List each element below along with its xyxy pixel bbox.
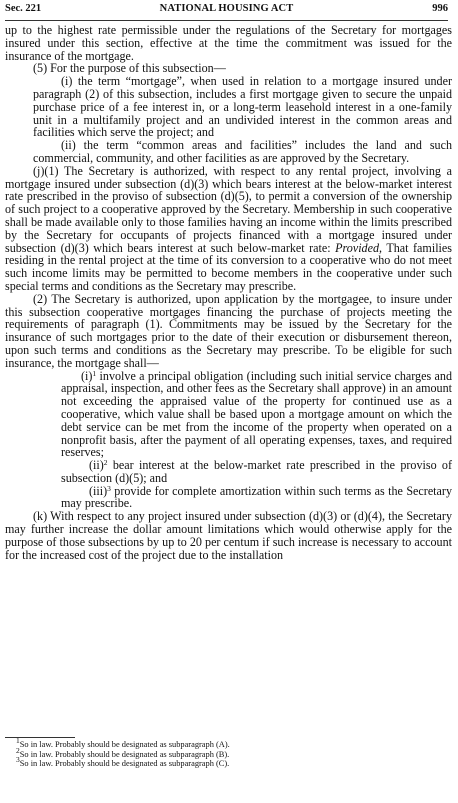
- footnote: [16, 736, 446, 750]
- footnote-mark: 3: [16, 755, 20, 765]
- paragraph-j1-text: (j)(1) The Secretary is authorized, with respect to any rental project, involving a mortgage insured under subsection (d)(3) which bears interest at the below-market interest rate prescribed in the proviso of subsection (d)(5), to permit a conversion of the ownership of such project to a cooperative approved by the Secretary. Membership in such cooperative shall be made available only to those families having an income within the limits prescribed by the Secretary for occupants of projects financed with a mortgage insured under subsection (d)(3) which bears interest at such below-market rate:: [5, 163, 452, 255]
- header-rule: [5, 20, 448, 21]
- clause-label: (i): [81, 368, 93, 383]
- footnotes: [16, 736, 446, 769]
- paragraph-5-i: (i) the term “mortgage”, when used in relation to a mortgage insured under paragraph (2) of this subsection, includes a first mortgage given to secure the unpaid purchase price of a fee interest in, or a long-term leasehold interest in a one-family unit in a multifamily project and an undivided interest in the common areas and facilities which serve the project; and: [33, 74, 452, 140]
- paragraph-j2: (2) The Secretary is authorized, upon application by the mortgagee, to insure under this subsection cooperative mortgages financing the purchase of projects meeting the requirements of paragraph (1). Commitments may be issued by the Secretary for the insurance of such mortgages prior to the date of their execution or disbursement thereon, upon such terms and conditions as the Secretary may prescribe. To be eligible for such insurance, the mortgage shall—: [5, 291, 452, 370]
- paragraph-continued: up to the highest rate permissible under the regulations of the Secretary for mortgages insured under this section, effective at the time the commitment was issued for the insurance of the mortgage.: [5, 23, 452, 63]
- paragraph-j1: [5, 165, 452, 293]
- footnote-ref: 2: [103, 458, 108, 468]
- paragraph-j1-text-end: That families residing in the rental project at the time of its conversion to a cooperative who do not meet such income limits may be permitted to become members in the cooperative under such special terms and conditions as the Secretary may prescribe.: [5, 240, 452, 293]
- header-title: NATIONAL HOUSING ACT: [159, 3, 294, 14]
- clause-iii: [5, 485, 452, 511]
- footnote: [16, 745, 446, 760]
- paragraph-5: (5) For the purpose of this subsection—: [33, 61, 226, 76]
- page-number: 996: [432, 3, 448, 14]
- body-text: [5, 24, 452, 561]
- clause-label: (ii): [89, 458, 104, 473]
- paragraph-5-ii: (ii) the term “common areas and facilities” includes the land and such commercial, community, and other facilities as are approved by the Secretary.: [33, 138, 452, 165]
- footnote-ref: 1: [92, 368, 97, 378]
- running-header: [5, 2, 448, 16]
- clause-i: [5, 370, 452, 460]
- clause-label: (iii): [89, 483, 108, 498]
- proviso-term: Provided,: [335, 240, 383, 255]
- footnote-ref: 3: [107, 483, 111, 493]
- footnote-mark: 2: [16, 745, 20, 755]
- clause-text: provide for complete amortization within such terms as the Secretary may prescribe.: [61, 483, 452, 511]
- section-label: Sec. 221: [5, 3, 42, 14]
- clause-text: bear interest at the below-market rate prescribed in the proviso of subsection (d)(5); and: [61, 458, 452, 485]
- footnote-text: So in law. Probably should be designated as subparagraph (A).: [19, 740, 230, 749]
- footnote: [16, 755, 446, 769]
- clause-ii: [5, 459, 452, 485]
- footnote-mark: 1: [16, 736, 20, 745]
- footnote-text: So in law. Probably should be designated as subparagraph (C).: [19, 759, 230, 769]
- footnote-text: So in law. Probably should be designated as subparagraph (B).: [19, 749, 230, 759]
- clause-text: involve a principal obligation (including such initial service charges and appraisal, inspection, and other fees as the Secretary shall approve) in an amount not exceeding the appraised value of the property for continued use as a cooperative, which value shall be based upon a mortgage amount on which the debt service can be met from the income of the property when operated on a nonprofit basis, after the payment of all operating expenses, taxes, and required reserves;: [61, 368, 452, 460]
- paragraph-k: (k) With respect to any project insured under subsection (d)(3) or (d)(4), the Secretary may further increase the dollar amount limitations which would otherwise apply for the purpose of those subsections by up to 20 per centum if such increase is necessary to account for the increased cost of the project due to the installation: [5, 509, 452, 562]
